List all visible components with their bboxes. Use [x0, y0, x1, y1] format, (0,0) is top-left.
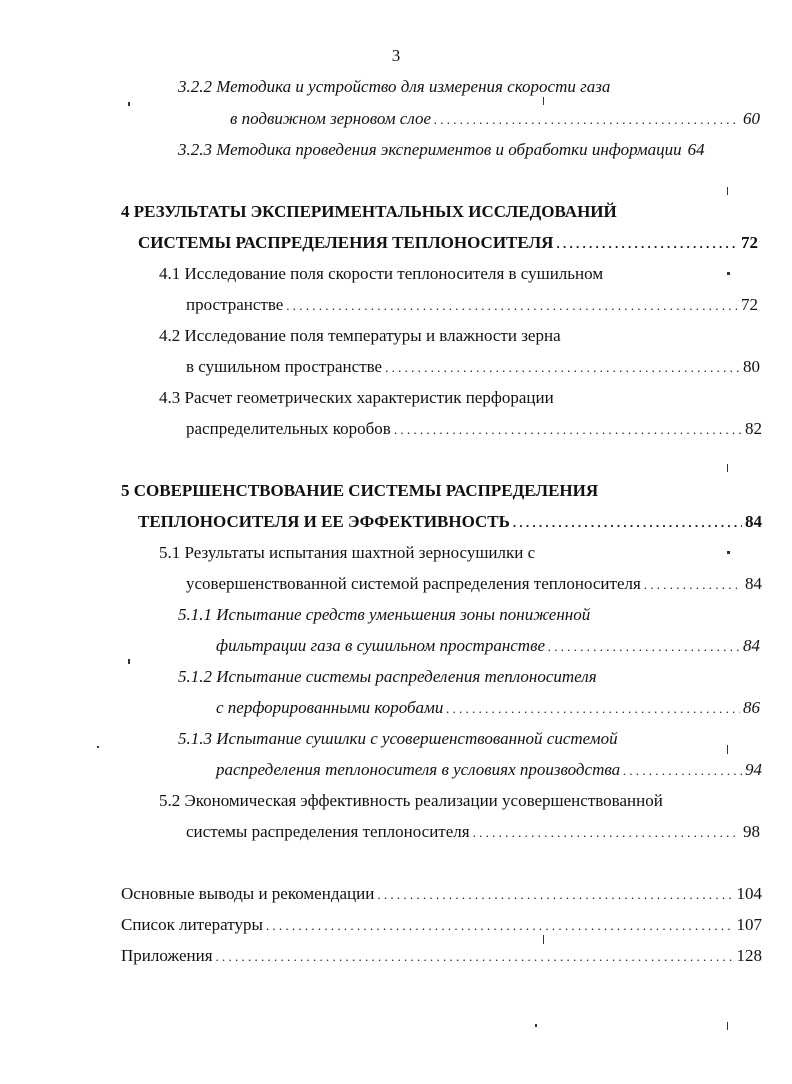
scan-speck	[128, 659, 130, 664]
toc-entry-4-1-line2: пространстве . . . 72	[186, 295, 758, 315]
scan-speck	[535, 1024, 537, 1027]
toc-entry-4-2-line1: 4.2 Исследование поля температуры и влажности зерна	[159, 326, 561, 345]
leader-dots	[623, 763, 742, 779]
page-ref: 84	[743, 636, 760, 655]
toc-entry-5-1-1-line2: фильтрации газа в сушильном пространстве . . . 84	[216, 636, 760, 656]
page-ref: 82	[745, 419, 762, 438]
leader-dots	[385, 360, 740, 376]
toc-entry-5-2-line2: системы распределения теплоносителя . . . 98	[186, 822, 760, 842]
toc-entry-3-2-2-line2: в подвижном зерновом слое . . . 60	[230, 109, 760, 129]
scan-speck	[97, 746, 99, 748]
scan-speck	[727, 464, 728, 472]
leader-dots	[644, 577, 742, 593]
leader-dots	[556, 236, 738, 252]
toc-chapter-5-line2: ТЕПЛОНОСИТЕЛЯ И ЕЕ ЭФФЕКТИВНОСТЬ . . . 84	[138, 512, 762, 532]
scan-speck	[727, 551, 730, 554]
page-ref: 64	[687, 140, 705, 159]
toc-entry-5-1-2-line2: с перфорированными коробами . . . 86	[216, 698, 760, 718]
toc-entry-4-3-line1: 4.3 Расчет геометрических характеристик перфорации	[159, 388, 554, 407]
toc-chapter-4-line1: 4 РЕЗУЛЬТАТЫ ЭКСПЕРИМЕНТАЛЬНЫХ ИССЛЕДОВАНИЙ	[121, 202, 617, 221]
toc-entry-5-1-line2: усовершенствованной системой распределения теплоносителя . . . 84	[186, 574, 762, 594]
leader-dots	[266, 918, 734, 934]
page-ref: 94	[745, 760, 762, 779]
toc-entry-5-2-line1: 5.2 Экономическая эффективность реализации усовершенствованной	[159, 791, 663, 810]
toc-entry-5-1-1-line1: 5.1.1 Испытание средств уменьшения зоны пониженной	[178, 605, 591, 624]
toc-entry-appendices: Приложения . . . 128	[121, 946, 762, 966]
scan-speck	[727, 745, 728, 754]
toc-entry-5-1-3-line2: распределения теплоносителя в условиях производства . . . 94	[216, 760, 762, 780]
page-ref: 128	[736, 946, 762, 965]
page-number: 3	[391, 46, 401, 65]
toc-entry-conclusions: Основные выводы и рекомендации . . . 104	[121, 884, 762, 904]
toc-entry-5-1-3-line1: 5.1.3 Испытание сушилки с усовершенствованной системой	[178, 729, 618, 748]
toc-entry-5-1-2-line1: 5.1.2 Испытание системы распределения теплоносителя	[178, 667, 597, 686]
scan-speck	[727, 272, 730, 275]
toc-chapter-4-line2: СИСТЕМЫ РАСПРЕДЕЛЕНИЯ ТЕПЛОНОСИТЕЛЯ . . . 72	[138, 233, 758, 253]
leader-dots	[548, 639, 740, 655]
leader-dots	[434, 112, 740, 128]
toc-entry-references: Список литературы . . . 107	[121, 915, 762, 935]
page-ref: 86	[743, 698, 760, 717]
page-ref: 72	[741, 295, 758, 314]
leader-dots	[377, 887, 733, 903]
page-ref: 84	[745, 512, 762, 531]
page-ref: 107	[736, 915, 762, 934]
toc-entry-4-1-line1: 4.1 Исследование поля скорости теплоносителя в сушильном	[159, 264, 604, 283]
scan-speck	[543, 97, 544, 105]
page-ref: 84	[745, 574, 762, 593]
toc-entry-5-1-line1: 5.1 Результаты испытания шахтной зерносушилки с	[159, 543, 536, 562]
leader-dots	[286, 298, 738, 314]
leader-dots	[216, 949, 734, 965]
toc-entry-4-2-line2: в сушильном пространстве . . . 80	[186, 357, 760, 377]
page-ref: 104	[736, 884, 762, 903]
scan-speck	[543, 935, 544, 944]
leader-dots	[446, 701, 740, 717]
scan-speck	[727, 187, 728, 195]
page-ref: 80	[743, 357, 760, 376]
leader-dots	[394, 422, 742, 438]
toc-entry-4-3-line2: распределительных коробов . . . 82	[186, 419, 762, 439]
leader-dots	[473, 825, 740, 841]
scan-speck	[727, 1022, 728, 1030]
toc-chapter-5-line1: 5 СОВЕРШЕНСТВОВАНИЕ СИСТЕМЫ РАСПРЕДЕЛЕНИЯ	[121, 481, 599, 500]
toc-entry-3-2-2-line1: 3.2.2 Методика и устройство для измерения скорости газа	[178, 77, 611, 96]
page-ref: 72	[741, 233, 758, 252]
scan-speck	[128, 102, 130, 106]
page-ref: 98	[743, 822, 760, 841]
toc-entry-3-2-3: 3.2.3 Методика проведения экспериментов и обработки информации 64	[178, 140, 705, 159]
leader-dots	[513, 515, 742, 531]
page-ref: 60	[743, 109, 760, 128]
